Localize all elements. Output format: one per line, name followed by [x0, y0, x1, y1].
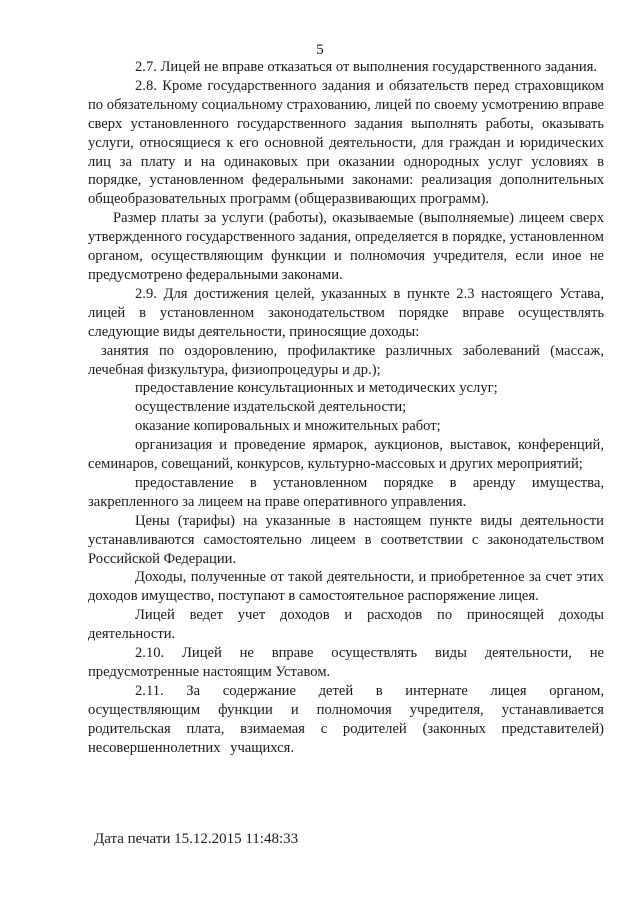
- activity-item-consulting: предоставление консультационных и методических услуг;: [135, 380, 498, 397]
- paragraph-2-7: 2.7. Лицей не вправе отказаться от выполнения государственного задания.: [135, 59, 598, 75]
- activity-item-copying: оказание копировальных и множительных работ;: [135, 418, 441, 435]
- paragraph-fee-size: Размер платы за услуги (работы), оказываемые (выполняемые) лицеем сверх утвержденного государственного задания, определяется в порядке, установленном органом, осуществляющим функции и полномочия учредителя, если иное не предусмотрено федеральными законами.: [88, 210, 604, 283]
- page-number: 5: [316, 42, 324, 58]
- paragraph-2-8: 2.8. Кроме государственного задания и обязательств перед страховщиком по обязательному социальному страхованию, лицей по своему усмотрению вправе сверх установленного государственного задания выполнять работы, оказывать услуги, относящиеся к его основной деятельности, для граждан и юридических лиц за плату и на одинаковых при оказании однородных услуг условиях в порядке, установленном федеральными законами: реализация дополнительных общеобразовательных программ (общеразвивающих программ).: [88, 77, 604, 208]
- paragraph-income: Доходы, полученные от такой деятельности, и приобретенное за счет этих доходов имущество, поступают в самостоятельное распоряжение лицея.: [88, 569, 604, 605]
- activity-item-rental: предоставление в установленном порядке в аренду имущества, закрепленного за лицеем на праве оперативного управления.: [88, 474, 604, 510]
- activity-item-publishing: осуществление издательской деятельности;: [135, 399, 407, 416]
- document-body: [88, 58, 604, 758]
- print-date-footer: Дата печати 15.12.2015 11:48:33: [94, 831, 299, 847]
- paragraph-2-10: 2.10. Лицей не вправе осуществлять виды деятельности, не предусмотренные настоящим Уставом.: [88, 645, 604, 680]
- paragraph-accounting: Лицей ведет учет доходов и расходов по приносящей доходы деятельности.: [88, 607, 604, 643]
- activity-item-health: занятия по оздоровлению, профилактике различных заболеваний (массаж, лечебная физкультура, физиопроцедуры и др.);: [88, 342, 604, 378]
- paragraph-prices: Цены (тарифы) на указанные в настоящем пункте виды деятельности устанавливаются самостоятельно лицеем в соответствии с законодательством Российской Федерации.: [88, 512, 604, 567]
- paragraph-2-11: 2.11. За содержание детей в интернате лицея органом, осуществляющим функции и полномочия учредителя, устанавливается родительская плата, взимаемая с родителей (законных представителей) несовершеннолетних учащихся.: [88, 682, 604, 756]
- activity-item-events: организация и проведение ярмарок, аукционов, выставок, конференций, семинаров, совещаний, конкурсов, культурно-массовых и других мероприятий;: [88, 437, 604, 473]
- paragraph-2-9: 2.9. Для достижения целей, указанных в пункте 2.3 настоящего Устава, лицей в установленном законодательством порядке вправе осуществлять следующие виды деятельности, приносящие доходы:: [88, 285, 604, 340]
